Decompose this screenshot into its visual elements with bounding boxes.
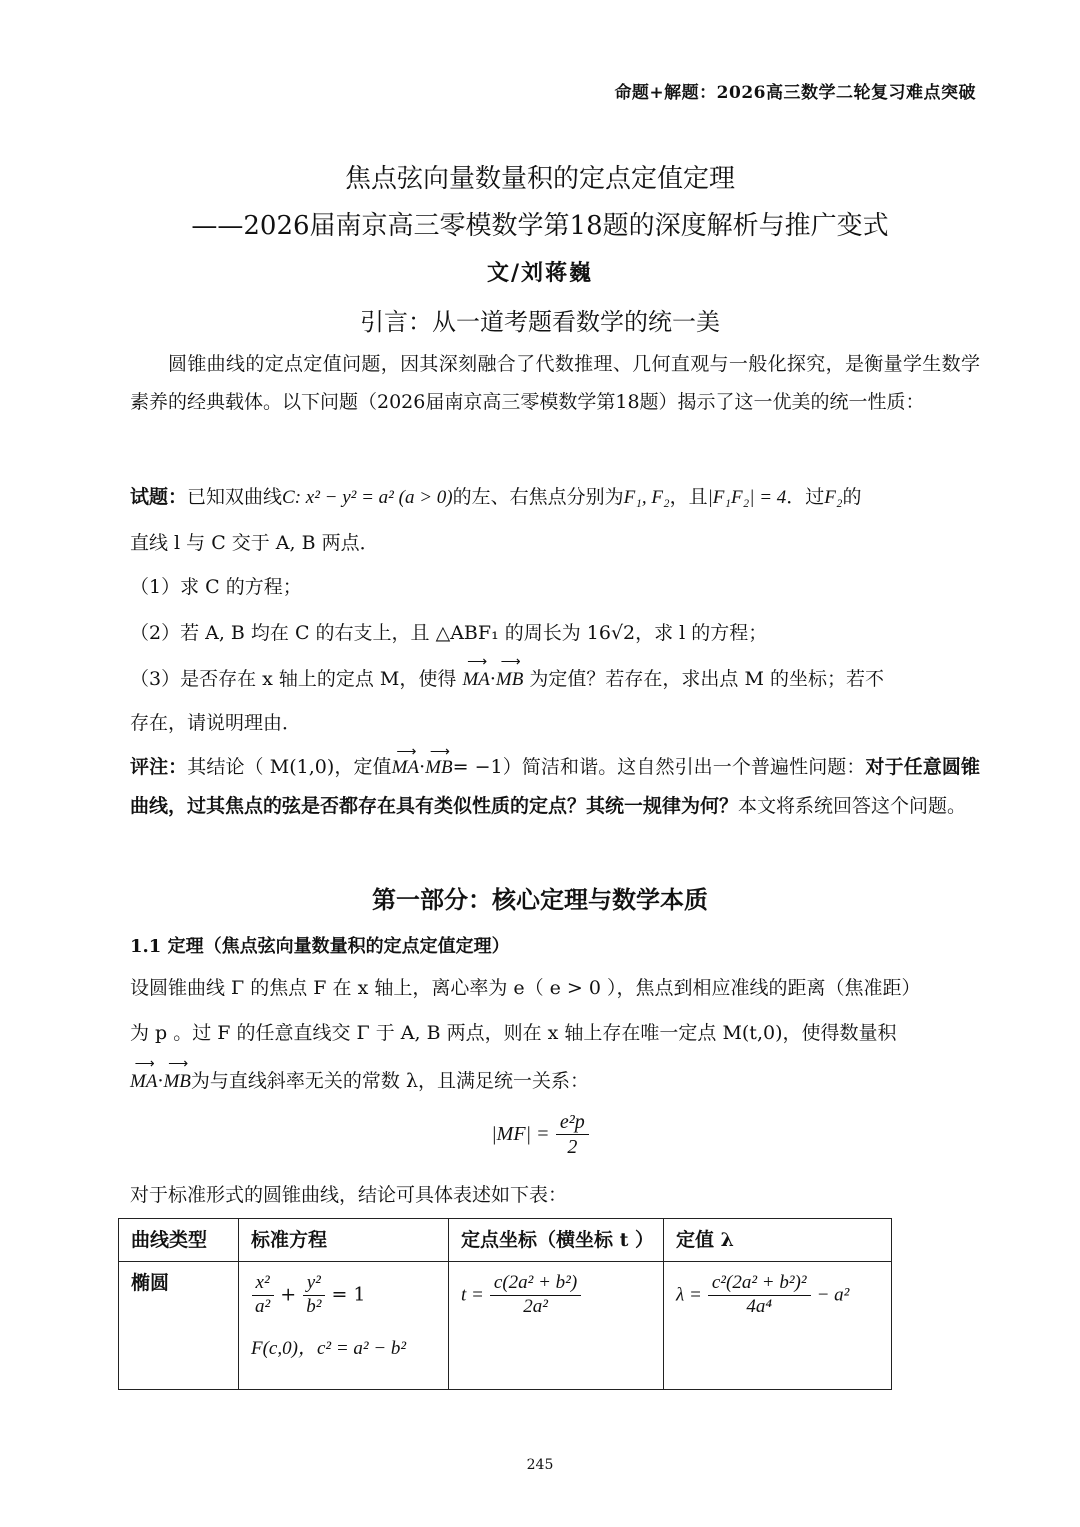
question-1: （1）求 C 的方程；: [130, 576, 302, 598]
part1-heading: 第一部分：核心定理与数学本质: [372, 885, 708, 914]
numerator: y²: [303, 1272, 325, 1296]
lambda-rhs: − a²: [816, 1284, 850, 1306]
problem-text: 的左、右焦点分别为: [452, 486, 624, 508]
fixed-point-cell: [449, 1262, 664, 1390]
dot-operator: ·: [489, 668, 496, 690]
plus-operator: +: [280, 1283, 297, 1306]
problem-text: ．过: [786, 486, 825, 508]
lambda-lhs: λ =: [676, 1284, 702, 1306]
article-subtitle: ——2026届南京高三零模数学第18题的深度解析与推广变式: [191, 211, 889, 241]
denominator: 4a⁴: [746, 1295, 773, 1317]
problem-text: 已知双曲线: [187, 486, 283, 508]
t-lhs: t =: [461, 1284, 484, 1306]
foci-symbols: F₁, F₂: [623, 487, 670, 508]
focal-distance: |F₁F₂| = 4: [707, 487, 787, 508]
vector-mb: ⟶ MB: [163, 1071, 190, 1093]
dot-operator: ·: [419, 756, 426, 778]
denominator: b²: [306, 1295, 322, 1317]
theorem-line-3: [130, 1066, 589, 1093]
formula-numerator: e²p: [556, 1110, 589, 1135]
fraction: [490, 1272, 581, 1319]
article-title: 焦点弦向量数量积的定点定值定理: [344, 164, 735, 194]
numerator: c²(2a² + b²)²: [708, 1272, 811, 1296]
numerator: x²: [252, 1272, 274, 1296]
problem-line-2: 直线 l 与 C 交于 A, B 两点．: [130, 532, 379, 554]
denominator: a²: [255, 1295, 271, 1317]
constant-value-cell: [664, 1262, 892, 1390]
remark-label: 评注：: [130, 756, 188, 778]
denominator: 2a²: [523, 1295, 548, 1317]
table-header: 曲线类型: [119, 1219, 239, 1262]
vector-ma: ⟶ MA: [392, 749, 419, 787]
question-text: （3）是否存在 x 轴上的定点 M，使得: [130, 668, 457, 690]
curve-type-cell: 椭圆: [119, 1262, 239, 1390]
question-2: （2）若 A, B 均在 C 的右支上，且 △ABF₁ 的周长为 16√2，求 l 的方程；: [130, 622, 768, 644]
question-3-line-1: [130, 664, 884, 691]
dot-operator: ·: [157, 1070, 164, 1092]
remark-value: = −1: [452, 756, 503, 778]
table-header: 定值 λ: [664, 1219, 892, 1262]
remark-text: 其结论（ M(1,0)，定值: [187, 756, 392, 778]
table-intro: 对于标准形式的圆锥曲线，结论可具体表述如下表：: [130, 1184, 568, 1206]
problem-text: ，且: [669, 486, 708, 508]
table-header: 标准方程: [239, 1219, 449, 1262]
running-header: 命题+解题：2026高三数学二轮复习难点突破: [614, 83, 976, 103]
fraction: [708, 1272, 811, 1319]
remark-text: 本文将系统回答这个问题。: [738, 795, 967, 817]
table-header: 定点坐标（横坐标 t ）: [449, 1219, 664, 1262]
author-line: 文/刘蒋巍: [486, 260, 594, 286]
theorem-text: 为与直线斜率无关的常数 λ，且满足统一关系：: [190, 1070, 590, 1092]
conic-results-table: [118, 1218, 892, 1390]
problem-text: 的: [842, 486, 862, 508]
page-number: 245: [526, 1457, 554, 1473]
ellipse-equation: [251, 1272, 436, 1319]
intro-paragraph: 圆锥曲线的定点定值问题，因其深刻融合了代数推理、几何直观与一般化探究，是衡量学生数学素养的经典载体。以下问题（2026届南京高三零模数学第18题）揭示了这一优美的统一性质：: [130, 353, 980, 413]
table-row: [119, 1262, 892, 1390]
theorem-line-1: 设圆锥曲线 Γ 的焦点 F 在 x 轴上，离心率为 e（ e > 0 ），焦点到相应准线的距离（焦准距）: [130, 977, 921, 999]
hyperbola-equation: C: x² − y² = a² (a > 0): [282, 487, 453, 508]
formula-denominator: 2: [567, 1136, 578, 1158]
formula-fraction: [556, 1110, 589, 1159]
vector-mb: ⟶ MB: [496, 669, 523, 691]
vector-ma: ⟶ MA: [130, 1071, 157, 1093]
lambda-formula: [676, 1272, 879, 1319]
equation-rhs: = 1: [331, 1283, 366, 1306]
numerator: c(2a² + b²): [490, 1272, 581, 1296]
remark-text: ）简洁和谐。这自然引出一个普遍性问题：: [502, 756, 866, 778]
formula-lhs: |MF| =: [491, 1123, 550, 1145]
focus-definition: F(c,0)，c² = a² − b²: [251, 1337, 407, 1359]
problem-line-1: [130, 482, 862, 509]
focus-f2: F₂: [824, 487, 843, 508]
theorem-heading: 1.1 定理（焦点弦向量数量积的定点定值定理）: [130, 936, 510, 957]
vector-ma: ⟶ MA: [462, 669, 489, 691]
question-text: 为定值？若存在，求出点 M 的坐标；若不: [529, 668, 884, 690]
theorem-line-2: 为 p 。过 F 的任意直线交 Γ 于 A, B 两点，则在 x 轴上存在唯一定点 M(t,0)，使得数量积: [130, 1022, 897, 1044]
remark-key-question: 对于任意圆锥曲线，过其焦点的弦是否都存在具有类似性质的定点？其统一规律为何？: [130, 756, 980, 817]
fraction: [302, 1272, 325, 1319]
standard-equation-cell: [239, 1262, 449, 1390]
question-3-line-2: 存在，请说明理由．: [130, 712, 302, 734]
key-formula: [0, 1110, 1080, 1159]
fraction: [251, 1272, 274, 1319]
problem-label: 试题：: [130, 486, 188, 508]
table-header-row: [119, 1219, 892, 1262]
vector-mb: ⟶ MB: [425, 749, 452, 787]
intro-heading: 引言：从一道考题看数学的统一美: [360, 308, 720, 336]
remark-paragraph: [130, 748, 980, 825]
t-formula: [461, 1272, 651, 1319]
